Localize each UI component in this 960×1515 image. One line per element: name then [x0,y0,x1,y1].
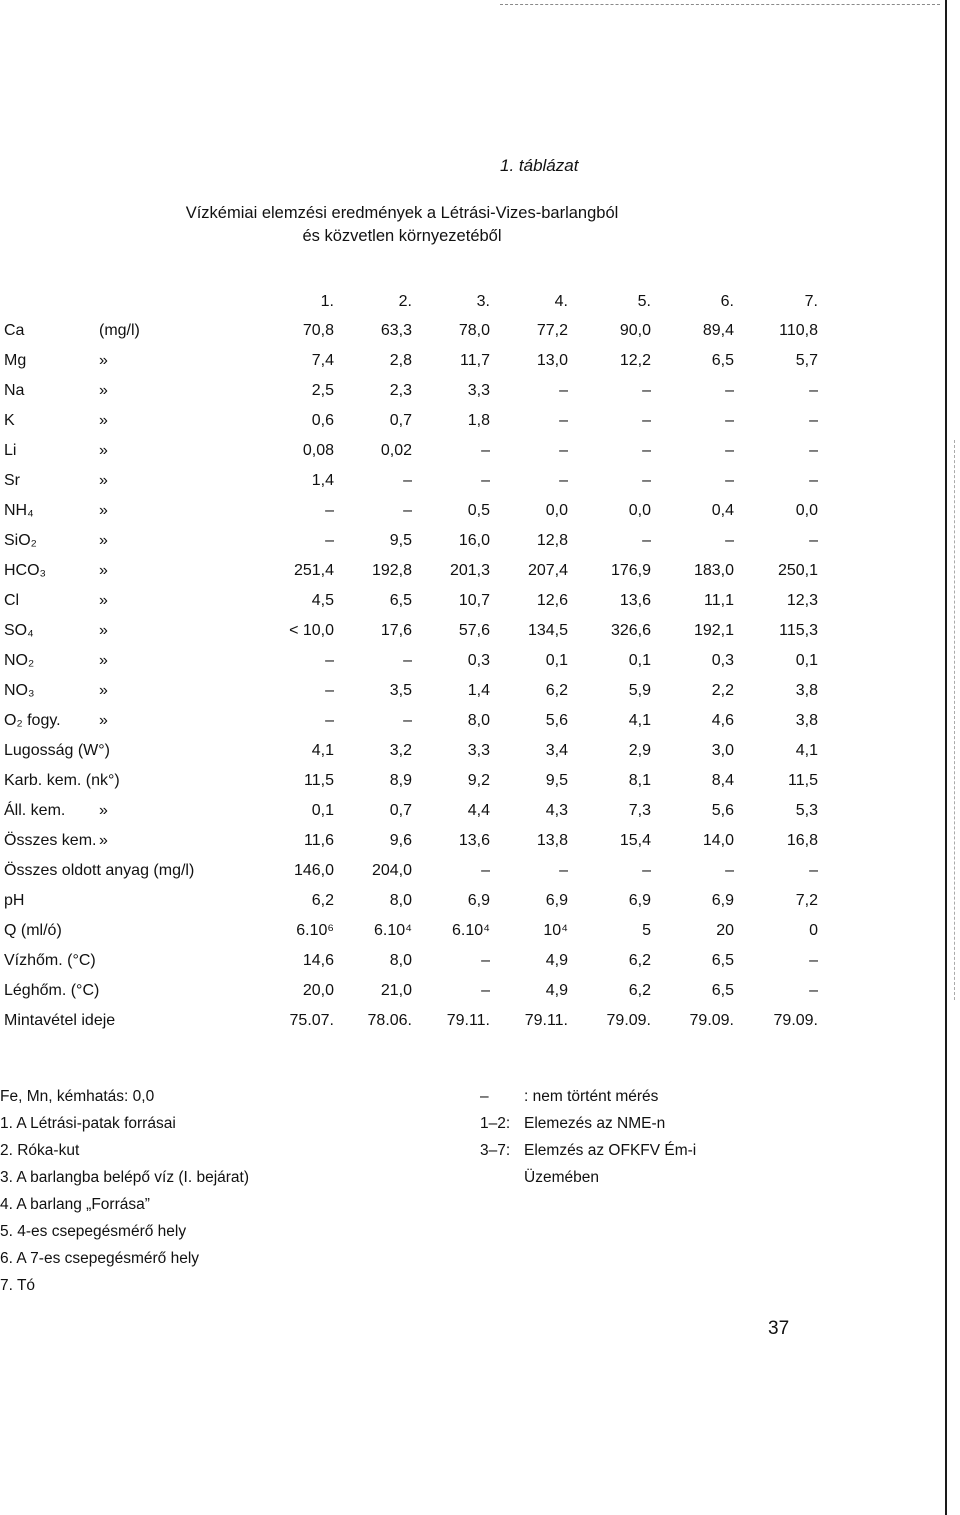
value-cell-col-7: – [809,382,818,399]
legend-text: : nem történt mérés [524,1088,659,1105]
row-unit: » [99,532,108,549]
value-cell-col-4: 134,5 [527,622,568,639]
value-cell-col-7: 0,0 [795,502,818,519]
value-cell-col-4: – [559,412,568,429]
value-cell-col-4: 13,0 [536,352,568,369]
table-row [0,586,818,616]
value-cell-col-7: 115,3 [779,622,818,639]
row-label-cell [0,646,260,676]
table-row [0,646,818,676]
value-cell-col-4: 0,1 [545,652,568,669]
value-cell-col-4: 4,9 [545,982,568,999]
table-title-line-1: Vízkémiai elemzési eredmények a Létrási-Vizes-barlangból [185,204,619,222]
value-cell-col-1: – [325,652,334,669]
legend-text: Üzemében [524,1169,599,1186]
table-row [0,826,818,856]
value-cell-col-4: 207,4 [527,562,568,579]
row-label-cell [0,676,260,706]
row-parameter-name: NO₂ [4,652,35,669]
value-cell-col-6: 79.09. [689,1012,734,1029]
value-cell-col-5: 6,2 [628,982,651,999]
value-cell-col-3: 4,4 [467,802,490,819]
value-cell-col-1: – [325,532,334,549]
row-label-cell [0,766,260,796]
value-cell-col-3: – [481,442,490,459]
row-unit: » [99,802,108,819]
value-cell-col-6: 11,1 [704,592,734,609]
value-cell-col-3: 9,2 [467,772,490,789]
legend-key: 1–2: [480,1115,511,1132]
value-cell-col-5: 90,0 [619,322,651,339]
value-cell-col-2: 2,8 [389,352,412,369]
row-parameter-name: Összes oldott anyag (mg/l) [4,862,195,879]
sample-site-legend-item: 5. 4-es csepegésmérő hely [0,1223,187,1240]
row-parameter-name: HCO₃ [4,562,47,579]
column-header-7: 7. [804,293,818,310]
value-cell-col-5: 2,9 [628,742,651,759]
table-row [0,436,818,466]
row-label-cell [0,976,260,1006]
value-cell-col-2: 192,8 [371,562,412,579]
column-header-2: 2. [398,293,412,310]
value-cell-col-1: 6.10⁶ [296,922,334,939]
value-cell-col-7: – [809,472,818,489]
table-title-line-2: és közvetlen környezetéből [302,227,502,245]
row-label-cell [0,496,260,526]
row-parameter-name: NO₃ [4,682,35,699]
value-cell-col-1: 1,4 [311,472,334,489]
value-cell-col-1: 2,5 [311,382,334,399]
value-cell-col-1: 4,5 [311,592,334,609]
value-cell-col-7: 79.09. [773,1012,818,1029]
value-cell-col-2: 78.06. [367,1012,412,1029]
value-cell-col-4: – [559,862,568,879]
row-parameter-name: Összes kem. [4,832,97,849]
value-cell-col-3: 13,6 [458,832,490,849]
row-label-cell [0,916,260,946]
value-cell-col-7: 16,8 [786,832,818,849]
legend-row [480,1164,696,1191]
row-parameter-name: Mg [4,352,27,369]
value-cell-col-5: – [642,862,651,879]
value-cell-col-1: 0,6 [311,412,334,429]
value-cell-col-7: 12,3 [786,592,818,609]
value-cell-col-6: – [725,472,734,489]
row-label-cell [0,736,260,766]
row-unit: » [99,832,108,849]
value-cell-col-6: – [725,862,734,879]
scan-edge-top [500,4,940,5]
row-label-cell [0,316,260,346]
row-label-cell [0,886,260,916]
value-cell-col-5: 6,9 [628,892,651,909]
column-header-6: 6. [720,293,734,310]
value-cell-col-5: 176,9 [610,562,651,579]
row-unit: » [99,412,108,429]
value-cell-col-7: – [809,532,818,549]
footer-legend [480,1083,696,1191]
row-label-cell [0,556,260,586]
value-cell-col-2: 8,0 [389,892,412,909]
value-cell-col-3: 11,7 [460,352,490,369]
value-cell-col-3: 10,7 [458,592,490,609]
value-cell-col-2: – [403,712,412,729]
value-cell-col-1: 11,6 [304,832,334,849]
value-cell-col-7: 4,1 [795,742,818,759]
value-cell-col-4: 0,0 [545,502,568,519]
table-row [0,316,818,346]
footer-note: Fe, Mn, kémhatás: 0,0 [0,1088,155,1105]
value-cell-col-2: 0,02 [380,442,412,459]
value-cell-col-5: 12,2 [619,352,651,369]
value-cell-col-2: – [403,502,412,519]
row-label-cell [0,1006,260,1036]
table-row [0,886,818,916]
value-cell-col-7: 3,8 [795,682,818,699]
value-cell-col-7: 7,2 [795,892,818,909]
table-header-row [0,288,818,316]
row-label-cell [0,526,260,556]
value-cell-col-5: 7,3 [628,802,651,819]
value-cell-col-6: – [725,532,734,549]
row-label-cell [0,706,260,736]
row-parameter-name: Sr [4,472,20,489]
value-cell-col-3: – [481,862,490,879]
scan-edge-right-dashed [954,440,956,1000]
value-cell-col-7: 250,1 [777,562,818,579]
value-cell-col-1: 0,1 [311,802,334,819]
value-cell-col-2: 3,5 [389,682,412,699]
value-cell-col-4: 12,8 [536,532,568,549]
value-cell-col-3: 57,6 [458,622,490,639]
sample-site-legend-item: 2. Róka-kut [0,1142,80,1159]
value-cell-col-6: 4,6 [711,712,734,729]
value-cell-col-3: 3,3 [467,382,490,399]
row-parameter-name: SiO₂ [4,532,37,549]
value-cell-col-4: 10⁴ [543,922,568,939]
value-cell-col-3: 79.11. [446,1012,490,1029]
value-cell-col-2: 17,6 [380,622,412,639]
value-cell-col-5: 326,6 [610,622,651,639]
value-cell-col-3: 78,0 [458,322,490,339]
row-label-cell [0,466,260,496]
value-cell-col-3: 6,9 [467,892,490,909]
value-cell-col-2: 204,0 [371,862,412,879]
value-cell-col-1: 6,2 [311,892,334,909]
row-parameter-name: Mintavétel ideje [4,1012,116,1029]
value-cell-col-5: – [642,472,651,489]
value-cell-col-2: 0,7 [389,802,412,819]
value-cell-col-1: 4,1 [311,742,334,759]
value-cell-col-6: 6,9 [711,892,734,909]
table-row [0,946,818,976]
row-parameter-name: NH₄ [4,502,34,519]
row-parameter-name: Lugosság (W°) [4,742,110,759]
value-cell-col-6: 14,0 [702,832,734,849]
row-label-cell [0,436,260,466]
header-label-cell [0,288,260,316]
value-cell-col-5: – [642,532,651,549]
legend-text: Elemezés az NME-n [524,1115,666,1132]
row-label-cell [0,946,260,976]
value-cell-col-4: 9,5 [545,772,568,789]
value-cell-col-7: 3,8 [795,712,818,729]
row-parameter-name: Karb. kem. (nk°) [4,772,120,789]
row-unit: » [99,502,108,519]
value-cell-col-4: 6,9 [545,892,568,909]
legend-key: 3–7: [480,1142,511,1159]
row-unit: » [99,592,108,609]
value-cell-col-3: – [481,982,490,999]
table-row [0,976,818,1006]
value-cell-col-5: 79.09. [606,1012,651,1029]
value-cell-col-4: 79.11. [524,1012,568,1029]
row-label-cell [0,346,260,376]
value-cell-col-1: – [325,502,334,519]
value-cell-col-5: 0,0 [628,502,651,519]
value-cell-col-5: 4,1 [628,712,651,729]
value-cell-col-4: 4,3 [545,802,568,819]
row-parameter-name: pH [4,892,25,909]
value-cell-col-6: – [725,382,734,399]
value-cell-col-5: 15,4 [619,832,651,849]
legend-text: Elemzés az OFKFV Ém-i [524,1142,697,1159]
table-row [0,616,818,646]
value-cell-col-6: 0,3 [711,652,734,669]
value-cell-col-3: 0,3 [467,652,490,669]
row-parameter-name: K [4,412,15,429]
value-cell-col-1: 7,4 [311,352,334,369]
table-row [0,706,818,736]
value-cell-col-2: 21,0 [380,982,412,999]
column-header-5: 5. [637,293,651,310]
row-label-cell [0,856,260,886]
table-row [0,856,818,886]
row-parameter-name: SO₄ [4,622,34,639]
value-cell-col-7: 11,5 [788,772,818,789]
value-cell-col-6: 0,4 [711,502,734,519]
value-cell-col-5: 0,1 [628,652,651,669]
value-cell-col-1: 146,0 [293,862,334,879]
row-label-cell [0,586,260,616]
value-cell-col-3: – [481,952,490,969]
value-cell-col-2: 2,3 [389,382,412,399]
value-cell-col-5: – [642,382,651,399]
row-parameter-name: Na [4,382,25,399]
value-cell-col-6: 5,6 [711,802,734,819]
value-cell-col-4: 3,4 [545,742,568,759]
value-cell-col-4: – [559,442,568,459]
value-cell-col-7: 0,1 [795,652,818,669]
value-cell-col-2: 8,0 [389,952,412,969]
value-cell-col-2: 3,2 [389,742,412,759]
row-unit: » [99,652,108,669]
row-parameter-name: Cl [4,592,20,609]
value-cell-col-2: 63,3 [380,322,412,339]
row-unit: » [99,382,108,399]
footer-notes [0,1083,249,1299]
legend-row [480,1110,696,1137]
row-label-cell [0,616,260,646]
value-cell-col-7: 110,8 [779,322,818,339]
value-cell-col-7: 5,7 [795,352,818,369]
value-cell-col-5: – [642,442,651,459]
value-cell-col-3: 3,3 [467,742,490,759]
value-cell-col-6: 89,4 [702,322,734,339]
value-cell-col-1: 251,4 [293,562,334,579]
row-label-cell [0,406,260,436]
value-cell-col-1: < 10,0 [289,622,334,639]
column-header-4: 4. [554,293,568,310]
value-cell-col-4: 4,9 [545,952,568,969]
row-unit: » [99,442,108,459]
value-cell-col-1: – [325,682,334,699]
row-unit: » [99,562,108,579]
row-parameter-name: Léghőm. (°C) [4,982,100,999]
value-cell-col-6: 183,0 [693,562,734,579]
value-cell-col-3: – [481,472,490,489]
row-parameter-name: O₂ fogy. [4,712,61,729]
sample-site-legend-item: 7. Tó [0,1277,36,1294]
value-cell-col-3: 0,5 [467,502,490,519]
value-cell-col-6: 6,5 [711,352,734,369]
row-unit: » [99,622,108,639]
column-header-3: 3. [476,293,490,310]
value-cell-col-7: – [809,442,818,459]
value-cell-col-5: 6,2 [628,952,651,969]
value-cell-col-1: 11,5 [304,772,334,789]
scan-edge-right [945,0,947,1515]
value-cell-col-7: – [809,862,818,879]
page-number: 37 [768,1318,790,1339]
sample-site-legend-item: 1. A Létrási-patak forrásai [0,1115,176,1132]
table-row [0,556,818,586]
value-cell-col-5: 8,1 [628,772,651,789]
value-cell-col-1: 20,0 [302,982,334,999]
table-row [0,916,818,946]
water-chemistry-table [0,288,818,1036]
table-row [0,346,818,376]
row-unit: » [99,682,108,699]
value-cell-col-2: 9,5 [389,532,412,549]
value-cell-col-7: – [809,412,818,429]
value-cell-col-1: 0,08 [302,442,334,459]
value-cell-col-3: 1,4 [467,682,490,699]
table-row [0,1006,818,1036]
value-cell-col-5: – [642,412,651,429]
table-row [0,466,818,496]
value-cell-col-4: 5,6 [545,712,568,729]
table-row [0,796,818,826]
column-header-1: 1. [320,293,334,310]
table-row [0,376,818,406]
table-body [0,316,818,1036]
row-unit: (mg/l) [99,322,140,339]
row-label-cell [0,826,260,856]
value-cell-col-4: – [559,382,568,399]
row-unit: » [99,712,108,729]
value-cell-col-3: 8,0 [467,712,490,729]
value-cell-col-1: – [325,712,334,729]
sample-site-legend-item: 4. A barlang „Forrása” [0,1196,150,1213]
value-cell-col-2: – [403,652,412,669]
value-cell-col-2: – [403,472,412,489]
value-cell-col-2: 0,7 [389,412,412,429]
sample-site-legend-item: 3. A barlangba belépő víz (I. bejárat) [0,1169,250,1186]
legend-row [480,1137,696,1164]
table-row [0,496,818,526]
row-parameter-name: Li [4,442,17,459]
table-row [0,526,818,556]
value-cell-col-3: 16,0 [458,532,490,549]
value-cell-col-6: 2,2 [711,682,734,699]
value-cell-col-4: 6,2 [545,682,568,699]
value-cell-col-5: 5,9 [628,682,651,699]
sample-site-legend-item: 6. A 7-es csepegésmérő hely [0,1250,200,1267]
value-cell-col-1: 70,8 [302,322,334,339]
value-cell-col-5: 13,6 [619,592,651,609]
value-cell-col-6: 20 [716,922,734,939]
row-parameter-name: Áll. kem. [4,802,66,819]
table-row [0,676,818,706]
value-cell-col-6: – [725,442,734,459]
value-cell-col-5: 5 [642,922,651,939]
row-parameter-name: Q (ml/ó) [4,922,62,939]
table-row [0,766,818,796]
value-cell-col-6: 6,5 [711,952,734,969]
table-row [0,736,818,766]
value-cell-col-7: – [809,982,818,999]
value-cell-col-1: 14,6 [302,952,334,969]
value-cell-col-3: 201,3 [449,562,490,579]
value-cell-col-4: 77,2 [536,322,568,339]
value-cell-col-6: 6,5 [711,982,734,999]
row-parameter-name: Vízhőm. (°C) [4,952,96,969]
value-cell-col-6: – [725,412,734,429]
value-cell-col-3: 6.10⁴ [451,922,490,939]
legend-row [480,1083,696,1110]
table-row [0,406,818,436]
value-cell-col-2: 6.10⁴ [373,922,412,939]
table-label: 1. táblázat [500,156,579,175]
value-cell-col-7: 5,3 [795,802,818,819]
value-cell-col-3: 1,8 [467,412,490,429]
row-label-cell [0,796,260,826]
value-cell-col-2: 6,5 [389,592,412,609]
value-cell-col-6: 192,1 [693,622,734,639]
value-cell-col-2: 9,6 [389,832,412,849]
row-label-cell [0,376,260,406]
row-unit: » [99,352,108,369]
value-cell-col-2: 8,9 [389,772,412,789]
value-cell-col-6: 3,0 [711,742,734,759]
legend-key: – [480,1088,489,1105]
row-parameter-name: Ca [4,322,25,339]
row-unit: » [99,472,108,489]
value-cell-col-4: 12,6 [536,592,568,609]
value-cell-col-4: 13,8 [536,832,568,849]
value-cell-col-7: 0 [809,922,818,939]
value-cell-col-1: 75.07. [289,1012,334,1029]
value-cell-col-4: – [559,472,568,489]
table-title [172,202,632,248]
value-cell-col-6: 8,4 [711,772,734,789]
value-cell-col-7: – [809,952,818,969]
